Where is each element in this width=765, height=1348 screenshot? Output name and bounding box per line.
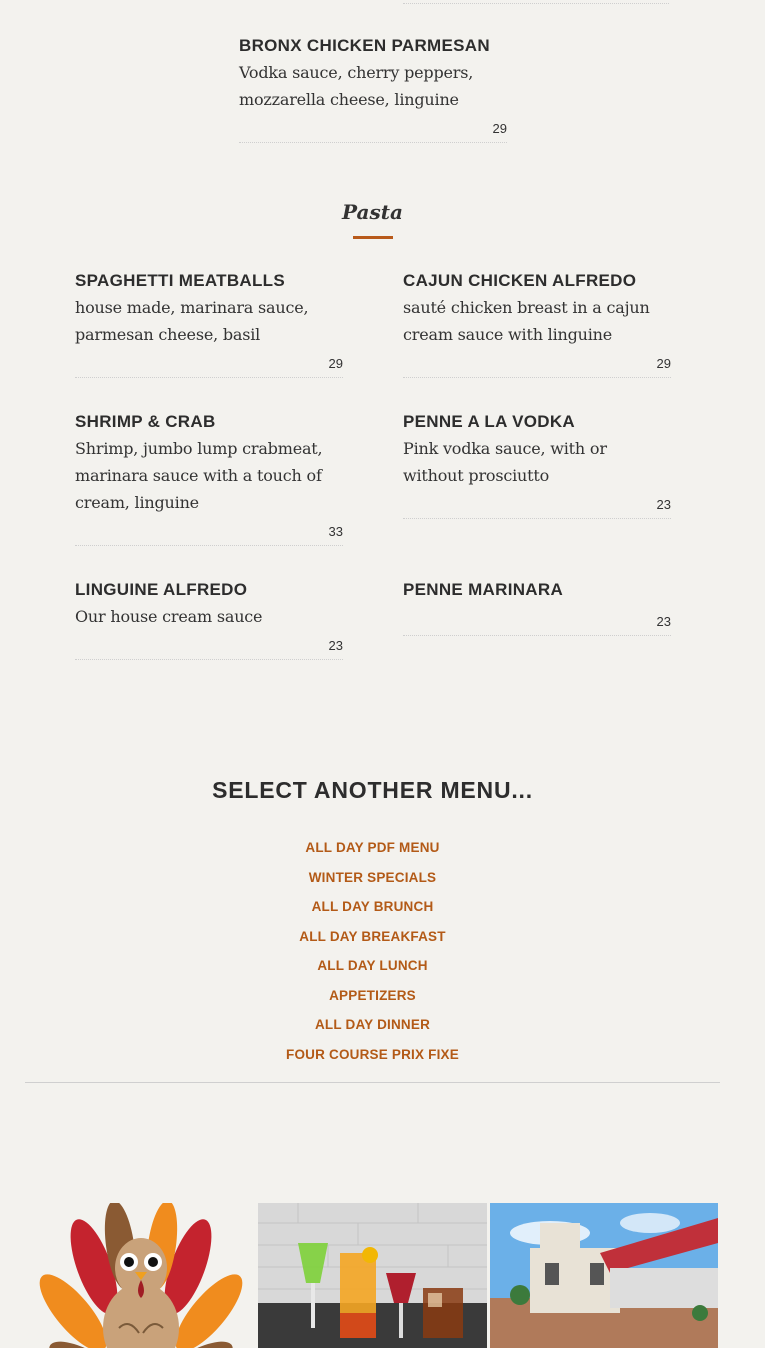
item-price: 29 — [403, 356, 671, 378]
menu-item — [75, 412, 343, 546]
menu-link-all-day-breakfast[interactable]: ALL DAY BREAKFAST — [299, 928, 446, 944]
turkey-image[interactable] — [26, 1203, 256, 1348]
menu-link-appetizers[interactable]: APPETIZERS — [329, 987, 416, 1003]
item-price: 23 — [403, 497, 671, 519]
menu-link-all-day-dinner[interactable]: ALL DAY DINNER — [314, 1017, 431, 1032]
section-title-pasta: Pasta — [342, 200, 403, 224]
item-description: sauté chicken breast in a cajun cream sauce with linguine — [403, 298, 650, 344]
menu-link-winter-specials[interactable]: WINTER SPECIALS — [308, 869, 437, 885]
menu-item-featured — [239, 36, 507, 143]
menu-link-four-course-prix-fixe[interactable]: FOUR COURSE PRIX FIXE — [286, 1046, 459, 1062]
item-description: Vodka sauce, cherry peppers, mozzarella cheese, linguine — [239, 63, 474, 109]
menu-link-all-day-brunch[interactable]: ALL DAY BRUNCH — [311, 899, 434, 914]
item-description: Shrimp, jumbo lump crabmeat, marinara sauce with a touch of cream, linguine — [75, 439, 323, 512]
item-name: PENNE A LA VODKA — [403, 412, 575, 431]
menu-item — [75, 580, 343, 660]
menu-item — [403, 271, 671, 378]
item-description: Our house cream sauce — [75, 607, 263, 626]
section-divider — [25, 1082, 720, 1083]
item-price: 23 — [75, 638, 343, 660]
menu-links-list — [0, 840, 745, 1076]
item-name: SPAGHETTI MEATBALLS — [75, 271, 286, 290]
menu-link-all-day-lunch[interactable]: ALL DAY LUNCH — [317, 958, 428, 973]
item-name: PENNE MARINARA — [403, 580, 564, 599]
item-price: 29 — [75, 356, 343, 378]
item-name: BRONX CHICKEN PARMESAN — [239, 36, 490, 55]
restaurant-exterior-image[interactable] — [490, 1203, 718, 1348]
menu-item — [403, 412, 671, 519]
item-name: CAJUN CHICKEN ALFREDO — [403, 271, 637, 290]
cocktails-image[interactable] — [258, 1203, 487, 1348]
menu-item — [403, 580, 671, 636]
divider-top — [403, 3, 669, 4]
select-menu-heading: SELECT ANOTHER MENU... — [212, 777, 533, 803]
item-price: 23 — [403, 614, 671, 636]
menu-link-all-day-pdf[interactable]: ALL DAY PDF MENU — [305, 840, 440, 855]
item-price: 33 — [75, 524, 343, 546]
item-description: house made, marinara sauce, parmesan cheese, basil — [75, 298, 309, 344]
menu-item — [75, 271, 343, 378]
item-price: 29 — [239, 121, 507, 143]
item-name: LINGUINE ALFREDO — [75, 580, 248, 599]
title-underline — [353, 236, 393, 239]
item-name: SHRIMP & CRAB — [75, 412, 216, 431]
item-description: Pink vodka sauce, with or without prosciutto — [403, 439, 607, 485]
